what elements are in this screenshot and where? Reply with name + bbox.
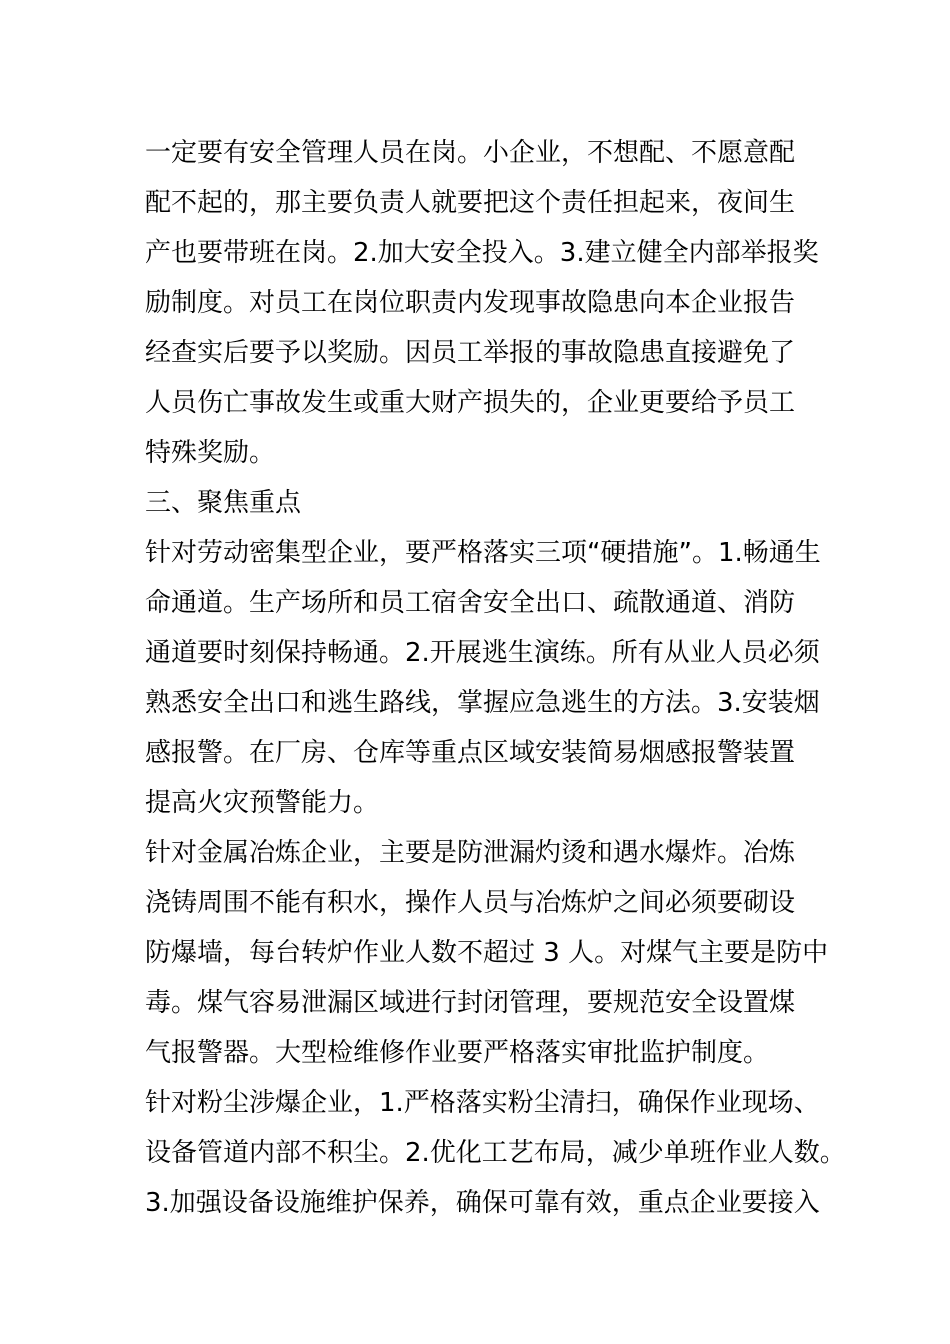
text-line: 经查实后要予以奖励。因员工举报的事故隐患直接避免了 xyxy=(145,338,796,368)
text-line: 针对粉尘涉爆企业，1.严格落实粉尘清扫，确保作业现场、 xyxy=(145,1088,820,1118)
text-line: 人员伤亡事故发生或重大财产损失的，企业更要给予员工 xyxy=(145,388,796,418)
text-line: 3.加强设备设施维护保养，确保可靠有效，重点企业要接入 xyxy=(145,1188,820,1218)
text-line: 针对劳动密集型企业，要严格落实三项“硬措施”。1.畅通生 xyxy=(145,538,821,568)
text-line: 命通道。生产场所和员工宿舍安全出口、疏散通道、消防 xyxy=(145,588,796,618)
text-line: 配不起的，那主要负责人就要把这个责任担起来，夜间生 xyxy=(145,188,796,218)
text-line: 设备管道内部不积尘。2.优化工艺布局，减少单班作业人数。 xyxy=(145,1138,846,1168)
text-line: 产也要带班在岗。2.加大安全投入。3.建立健全内部举报奖 xyxy=(145,238,819,268)
text-line: 熟悉安全出口和逃生路线，掌握应急逃生的方法。3.安装烟 xyxy=(145,688,820,718)
text-line: 感报警。在厂房、仓库等重点区域安装简易烟感报警装置 xyxy=(145,738,796,768)
text-line: 气报警器。大型检维修作业要严格落实审批监护制度。 xyxy=(145,1038,770,1068)
text-line: 针对金属冶炼企业，主要是防泄漏灼烫和遇水爆炸。冶炼 xyxy=(145,838,796,868)
text-line: 通道要时刻保持畅通。2.开展逃生演练。所有从业人员必须 xyxy=(145,638,820,668)
text-line: 毒。煤气容易泄漏区域进行封闭管理，要规范安全设置煤 xyxy=(145,988,796,1018)
text-line: 提高火灾预警能力。 xyxy=(145,788,380,818)
document-body xyxy=(145,128,846,1228)
text-line: 一定要有安全管理人员在岗。小企业，不想配、不愿意配 xyxy=(145,138,796,168)
section-heading: 三、聚焦重点 xyxy=(145,488,302,518)
text-line: 防爆墙，每台转炉作业人数不超过 3 人。对煤气主要是防中 xyxy=(145,938,829,968)
text-line: 励制度。对员工在岗位职责内发现事故隐患向本企业报告 xyxy=(145,288,796,318)
text-line: 特殊奖励。 xyxy=(145,438,276,468)
text-line: 浇铸周围不能有积水，操作人员与冶炼炉之间必须要砌设 xyxy=(145,888,796,918)
